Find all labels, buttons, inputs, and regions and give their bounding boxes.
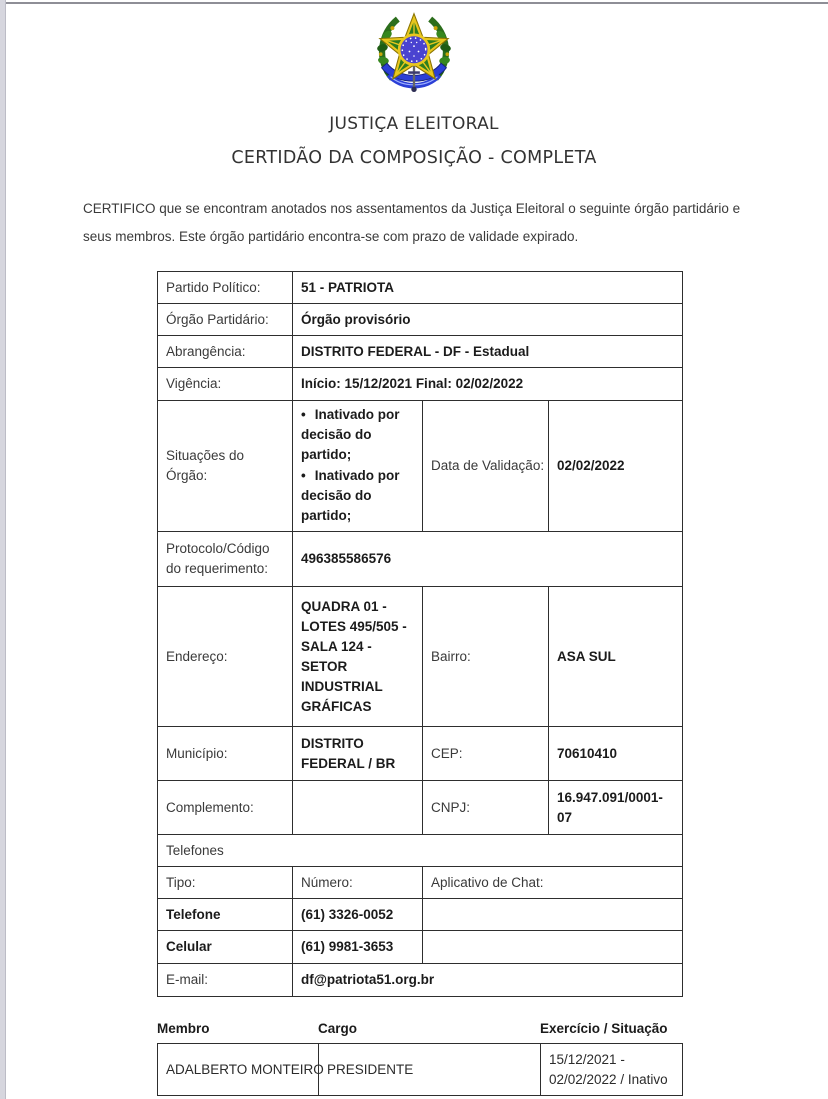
municipio-label: Município:: [158, 727, 293, 781]
bairro-value: ASA SUL: [549, 587, 683, 727]
empty-cell: [423, 899, 683, 931]
certify-paragraph: CERTIFICO que se encontram anotados nos assentamentos da Justiça Eleitoral o seguinte órgão partidário e seus membros. Este órgão partidário encontra-se com prazo de validade expirado.: [83, 201, 741, 244]
row-phone-headers: [158, 867, 683, 899]
partido-label: Partido Político:: [158, 272, 293, 304]
telefone-numero: (61) 3326-0052: [293, 899, 423, 931]
row-vigencia: [158, 368, 683, 401]
complemento-label: Complemento:: [158, 781, 293, 835]
situation-text: Inativado por decisão do partido;: [301, 468, 400, 523]
row-telefones-section: [158, 835, 683, 867]
vigencia-value: Início: 15/12/2021 Final: 02/02/2022: [293, 368, 683, 401]
orgao-label: Órgão Partidário:: [158, 304, 293, 336]
cnpj-value: 16.947.091/0001-07: [549, 781, 683, 835]
partido-value: 51 - PATRIOTA: [293, 272, 683, 304]
protocolo-value: 496385586576: [293, 532, 683, 587]
row-protocolo: [158, 532, 683, 587]
justice-title: JUSTIÇA ELEITORAL: [329, 114, 499, 134]
exercicio-header: Exercício / Situação: [540, 1021, 668, 1036]
numero-label: Número:: [293, 867, 423, 899]
cep-label: CEP:: [423, 727, 549, 781]
situation-item: [301, 466, 414, 526]
row-email: [158, 964, 683, 997]
cargo-header: Cargo: [318, 1021, 358, 1036]
vigencia-label: Vigência:: [158, 368, 293, 401]
telefone-tipo: Telefone: [158, 899, 293, 931]
row-partido: [158, 272, 683, 304]
members-section: [157, 1021, 682, 1096]
certificate-title: CERTIDÃO DA COMPOSIÇÃO - COMPLETA: [231, 148, 597, 168]
abrangencia-label: Abrangência:: [158, 336, 293, 368]
situacoes-list: [293, 401, 423, 532]
abrangencia-value: DISTRITO FEDERAL - DF - Estadual: [293, 336, 683, 368]
bairro-label: Bairro:: [423, 587, 549, 727]
celular-tipo: Celular: [158, 931, 293, 964]
celular-numero: (61) 9981-3653: [293, 931, 423, 964]
member-row: [158, 1044, 683, 1096]
protocolo-label: Protocolo/Código do requerimento:: [158, 532, 293, 587]
row-situacoes: [158, 401, 683, 532]
row-orgao: [158, 304, 683, 336]
member-name: ADALBERTO MONTEIRO: [158, 1044, 319, 1096]
brazil-coat-of-arms-icon: [369, 8, 459, 104]
member-cargo: PRESIDENTE: [319, 1044, 541, 1096]
row-telefone: [158, 899, 683, 931]
municipio-value: DISTRITO FEDERAL / BR: [293, 727, 423, 781]
row-abrangencia: [158, 336, 683, 368]
bullet-icon: •: [301, 407, 306, 422]
cnpj-label: CNPJ:: [423, 781, 549, 835]
validacao-value: 02/02/2022: [549, 401, 683, 532]
situation-text: Inativado por decisão do partido;: [301, 407, 400, 462]
page-edge-strip: [0, 0, 6, 1099]
members-table: [157, 1043, 683, 1096]
validacao-label: Data de Validação:: [423, 401, 549, 532]
chat-label: Aplicativo de Chat:: [423, 867, 683, 899]
email-label: E-mail:: [158, 964, 293, 997]
row-endereco: [158, 587, 683, 727]
telefones-section-label: Telefones: [158, 835, 683, 867]
membro-header: Membro: [157, 1021, 210, 1036]
row-municipio: [158, 727, 683, 781]
members-header-row: [157, 1021, 682, 1043]
row-complemento: [158, 781, 683, 835]
tipo-label: Tipo:: [158, 867, 293, 899]
situacoes-label: Situações do Órgão:: [158, 401, 293, 532]
cep-value: 70610410: [549, 727, 683, 781]
party-info-table: [157, 271, 683, 997]
page-top-line: [6, 2, 828, 4]
situation-item: [301, 405, 414, 465]
complemento-value: [293, 781, 423, 835]
row-celular: [158, 931, 683, 964]
bullet-icon: •: [301, 468, 306, 483]
endereco-label: Endereço:: [158, 587, 293, 727]
member-exercicio: 15/12/2021 - 02/02/2022 / Inativo: [541, 1044, 683, 1096]
endereco-value: QUADRA 01 - LOTES 495/505 - SALA 124 - SETOR INDUSTRIAL GRÁFICAS: [293, 587, 423, 727]
empty-cell: [423, 931, 683, 964]
email-value: df@patriota51.org.br: [293, 964, 683, 997]
orgao-value: Órgão provisório: [293, 304, 683, 336]
